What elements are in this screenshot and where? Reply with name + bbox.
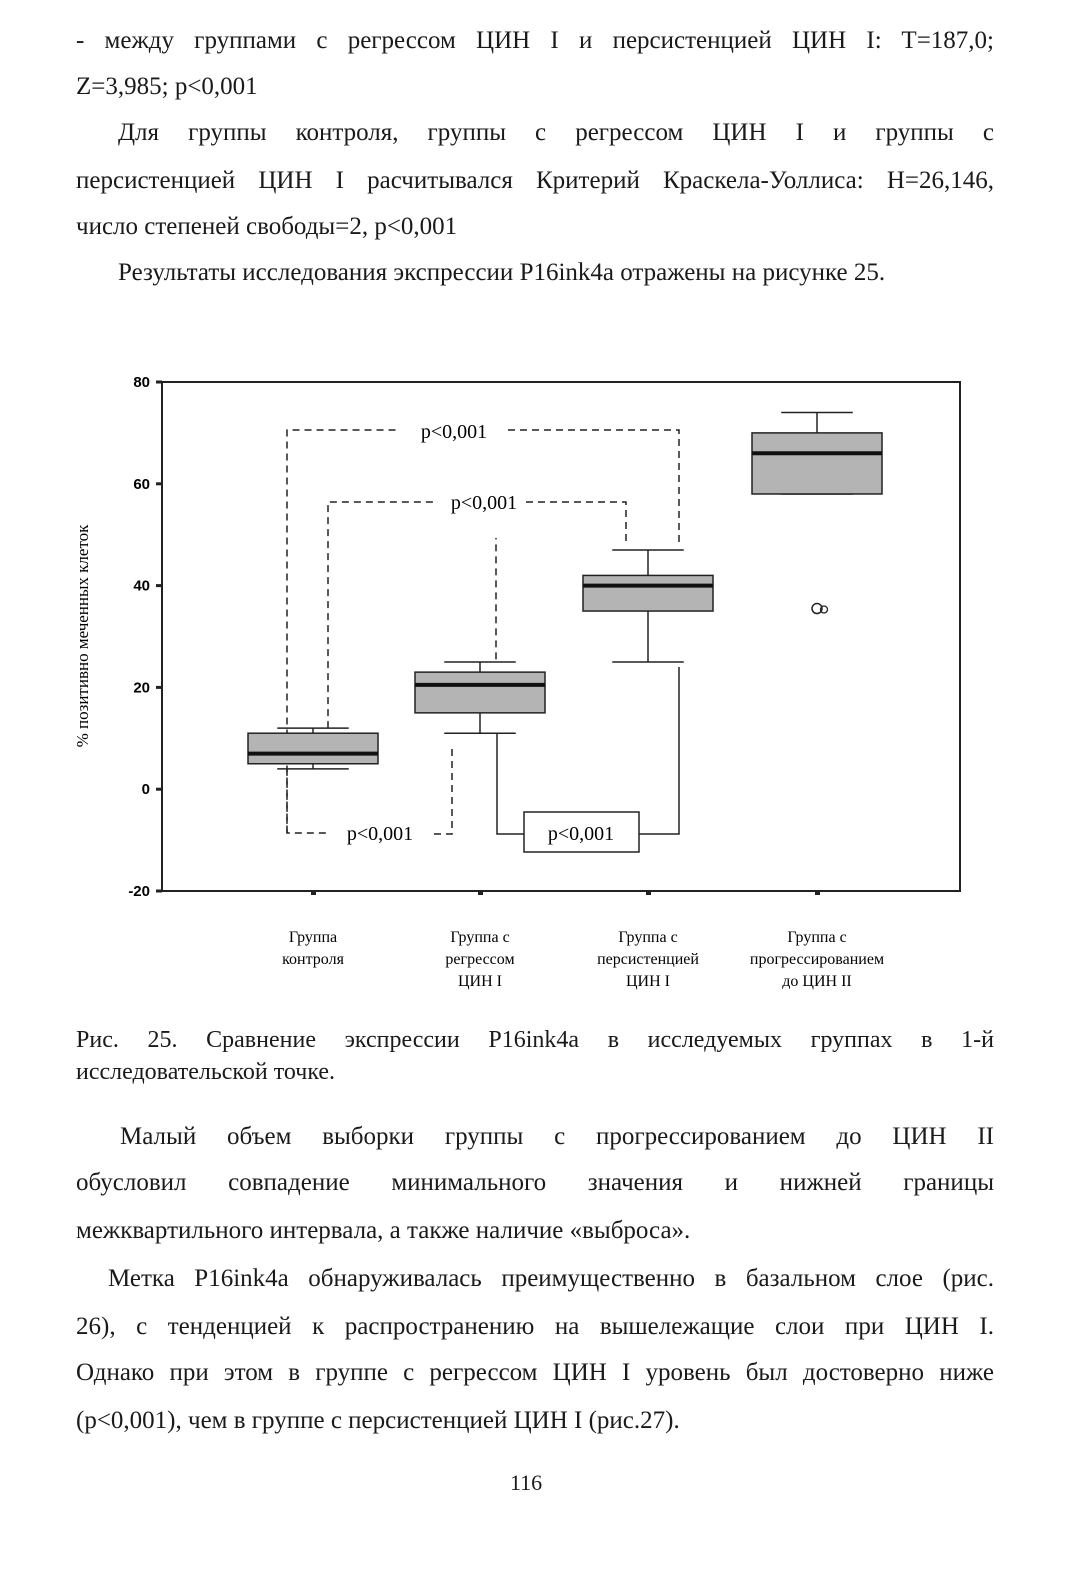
y-tick-label: 40 — [133, 577, 150, 595]
y-tick-label: 80 — [133, 374, 150, 391]
p-value-label: p<0,001 — [420, 421, 488, 443]
boxes — [248, 413, 882, 769]
significance-brackets — [287, 421, 679, 852]
x-category-label: Группа с регрессом ЦИН I — [445, 929, 515, 990]
text-line: (p<0,001), чем в группе с персистенцией ЦИН I (рис.27). — [76, 1407, 680, 1434]
boxplot-chart — [60, 360, 980, 1010]
text-line: - между группами с регрессом ЦИН I и персистенцией ЦИН I: T=187,0; — [76, 27, 994, 54]
text-line: Метка P16ink4a обнаруживалась преимущественно в базальном слое (рис. — [108, 1265, 994, 1292]
x-tick-mark — [311, 890, 316, 895]
text-line: Результаты исследования экспрессии P16ink4a отражены на рисунке 25. — [118, 259, 886, 286]
y-axis-label: % позитивно меченных клеток — [73, 524, 92, 748]
x-axis — [282, 890, 884, 990]
box-iqr — [248, 733, 378, 764]
text-line: Малый объем выборки группы с прогрессированием до ЦИН II — [120, 1123, 994, 1150]
y-tick-label: 60 — [133, 475, 150, 493]
figure-caption: исследовательской точке. — [76, 1059, 336, 1085]
bracket-line — [287, 769, 328, 833]
y-axis — [128, 374, 162, 900]
x-tick-mark — [646, 890, 651, 895]
p-value-label: p<0,001 — [450, 492, 518, 514]
text-line: обусловил совпадение минимального значения и нижней границы — [76, 1169, 994, 1196]
bracket-line — [508, 430, 679, 545]
y-tick-label: 20 — [133, 679, 150, 697]
x-category-label: Группа контроля — [282, 929, 344, 968]
box-iqr — [752, 433, 882, 494]
box-iqr — [415, 672, 545, 713]
text-line: персистенцией ЦИН I расчитывался Критерий Краскела-Уоллиса: H=26,146, — [76, 167, 994, 194]
x-category-label: Группа с прогрессированием до ЦИН II — [749, 929, 885, 990]
text-line: Z=3,985; p<0,001 — [76, 73, 258, 100]
y-tick-label: -20 — [128, 883, 150, 900]
text-line: Для группы контроля, группы с регрессом ЦИН I и группы с — [118, 119, 994, 146]
p-value-label: p<0,001 — [547, 823, 615, 845]
bracket-line — [287, 430, 400, 832]
text-line: 26), с тенденцией к распространению на вышележащие слои при ЦИН I. — [76, 1313, 994, 1340]
bracket-line — [497, 733, 524, 834]
bracket-line — [639, 667, 679, 834]
bracket-line — [434, 746, 452, 834]
x-tick-mark — [815, 890, 820, 895]
text-line: Однако при этом в группе с регрессом ЦИН I уровень был достоверно ниже — [76, 1359, 994, 1386]
y-tick-label: 0 — [141, 781, 150, 799]
figure-caption: Рис. 25. Сравнение экспрессии P16ink4a в исследуемых группах в 1-й — [76, 1027, 994, 1053]
x-tick-mark — [478, 890, 483, 895]
text-line: число степеней свободы=2, p<0,001 — [76, 213, 458, 240]
bracket-line — [526, 502, 626, 542]
p-value-label: p<0,001 — [346, 823, 414, 845]
box-iqr — [583, 575, 713, 611]
x-category-label: Группа с персистенцией ЦИН I — [597, 929, 699, 990]
page-number: 116 — [510, 1470, 543, 1495]
text-line: межквартильного интервала, а также наличие «выброса». — [76, 1217, 691, 1244]
